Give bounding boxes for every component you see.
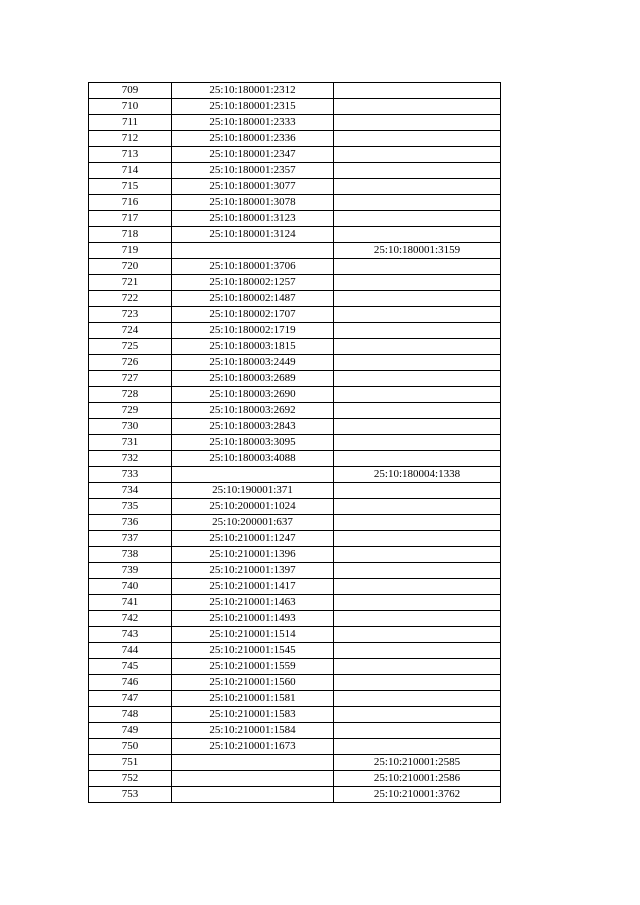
row-number-cell: 719 xyxy=(89,243,172,259)
table-row xyxy=(89,499,501,515)
row-number-cell: 751 xyxy=(89,755,172,771)
cadastral-number-cell: 25:10:200001:1024 xyxy=(172,499,334,515)
extra-cadastral-number-cell xyxy=(334,627,501,643)
extra-cadastral-number-cell xyxy=(334,723,501,739)
row-number-cell: 729 xyxy=(89,403,172,419)
cadastral-number-cell: 25:10:210001:1463 xyxy=(172,595,334,611)
extra-cadastral-number-cell: 25:10:210001:2585 xyxy=(334,755,501,771)
table-row xyxy=(89,227,501,243)
table-row xyxy=(89,595,501,611)
table-row xyxy=(89,339,501,355)
row-number-cell: 741 xyxy=(89,595,172,611)
cadastral-number-cell: 25:10:180001:2312 xyxy=(172,83,334,99)
row-number-cell: 743 xyxy=(89,627,172,643)
table-row xyxy=(89,131,501,147)
row-number-cell: 753 xyxy=(89,787,172,803)
extra-cadastral-number-cell xyxy=(334,611,501,627)
table-row xyxy=(89,259,501,275)
table-row xyxy=(89,579,501,595)
extra-cadastral-number-cell xyxy=(334,451,501,467)
cadastral-number-cell xyxy=(172,771,334,787)
table-row xyxy=(89,115,501,131)
cadastral-number-cell xyxy=(172,787,334,803)
cadastral-number-cell: 25:10:210001:1584 xyxy=(172,723,334,739)
extra-cadastral-number-cell: 25:10:210001:2586 xyxy=(334,771,501,787)
table-row xyxy=(89,99,501,115)
row-number-cell: 723 xyxy=(89,307,172,323)
table-row xyxy=(89,451,501,467)
row-number-cell: 733 xyxy=(89,467,172,483)
cadastral-number-cell: 25:10:180002:1719 xyxy=(172,323,334,339)
table-row xyxy=(89,419,501,435)
cadastral-number-cell: 25:10:210001:1417 xyxy=(172,579,334,595)
cadastral-number-cell: 25:10:180001:2347 xyxy=(172,147,334,163)
cadastral-number-cell xyxy=(172,243,334,259)
table-row xyxy=(89,323,501,339)
extra-cadastral-number-cell xyxy=(334,323,501,339)
row-number-cell: 711 xyxy=(89,115,172,131)
table-row xyxy=(89,611,501,627)
extra-cadastral-number-cell xyxy=(334,147,501,163)
row-number-cell: 718 xyxy=(89,227,172,243)
table-row xyxy=(89,515,501,531)
extra-cadastral-number-cell xyxy=(334,707,501,723)
extra-cadastral-number-cell xyxy=(334,115,501,131)
row-number-cell: 728 xyxy=(89,387,172,403)
cadastral-number-cell: 25:10:210001:1560 xyxy=(172,675,334,691)
row-number-cell: 745 xyxy=(89,659,172,675)
table-row xyxy=(89,755,501,771)
cadastral-number-cell: 25:10:190001:371 xyxy=(172,483,334,499)
extra-cadastral-number-cell xyxy=(334,739,501,755)
row-number-cell: 715 xyxy=(89,179,172,195)
table-body xyxy=(89,83,501,803)
table-row xyxy=(89,435,501,451)
cadastral-number-cell: 25:10:210001:1514 xyxy=(172,627,334,643)
extra-cadastral-number-cell xyxy=(334,179,501,195)
extra-cadastral-number-cell xyxy=(334,547,501,563)
extra-cadastral-number-cell xyxy=(334,131,501,147)
extra-cadastral-number-cell xyxy=(334,483,501,499)
extra-cadastral-number-cell xyxy=(334,307,501,323)
row-number-cell: 738 xyxy=(89,547,172,563)
extra-cadastral-number-cell xyxy=(334,403,501,419)
row-number-cell: 734 xyxy=(89,483,172,499)
cadastral-number-cell: 25:10:180001:3124 xyxy=(172,227,334,243)
row-number-cell: 736 xyxy=(89,515,172,531)
table-row xyxy=(89,771,501,787)
cadastral-number-cell: 25:10:180001:2357 xyxy=(172,163,334,179)
row-number-cell: 725 xyxy=(89,339,172,355)
table-row xyxy=(89,179,501,195)
row-number-cell: 726 xyxy=(89,355,172,371)
cadastral-number-cell: 25:10:210001:1545 xyxy=(172,643,334,659)
extra-cadastral-number-cell xyxy=(334,387,501,403)
extra-cadastral-number-cell xyxy=(334,691,501,707)
row-number-cell: 709 xyxy=(89,83,172,99)
row-number-cell: 714 xyxy=(89,163,172,179)
extra-cadastral-number-cell xyxy=(334,579,501,595)
table-row xyxy=(89,307,501,323)
row-number-cell: 732 xyxy=(89,451,172,467)
table-row xyxy=(89,643,501,659)
table-row xyxy=(89,547,501,563)
cadastral-number-cell: 25:10:210001:1673 xyxy=(172,739,334,755)
cadastral-number-cell: 25:10:210001:1493 xyxy=(172,611,334,627)
row-number-cell: 731 xyxy=(89,435,172,451)
extra-cadastral-number-cell: 25:10:180001:3159 xyxy=(334,243,501,259)
row-number-cell: 748 xyxy=(89,707,172,723)
cadastral-number-cell: 25:10:210001:1581 xyxy=(172,691,334,707)
row-number-cell: 735 xyxy=(89,499,172,515)
extra-cadastral-number-cell xyxy=(334,371,501,387)
extra-cadastral-number-cell: 25:10:210001:3762 xyxy=(334,787,501,803)
cadastral-number-cell: 25:10:200001:637 xyxy=(172,515,334,531)
table-row xyxy=(89,403,501,419)
extra-cadastral-number-cell xyxy=(334,419,501,435)
cadastral-number-cell: 25:10:180002:1257 xyxy=(172,275,334,291)
table-row xyxy=(89,163,501,179)
row-number-cell: 716 xyxy=(89,195,172,211)
cadastral-number-cell: 25:10:210001:1247 xyxy=(172,531,334,547)
table-row xyxy=(89,355,501,371)
table-row xyxy=(89,675,501,691)
row-number-cell: 720 xyxy=(89,259,172,275)
cadastral-number-cell xyxy=(172,755,334,771)
row-number-cell: 744 xyxy=(89,643,172,659)
table-row xyxy=(89,83,501,99)
cadastral-number-cell: 25:10:210001:1583 xyxy=(172,707,334,723)
cadastral-number-cell: 25:10:180001:2336 xyxy=(172,131,334,147)
table-row xyxy=(89,243,501,259)
row-number-cell: 721 xyxy=(89,275,172,291)
row-number-cell: 722 xyxy=(89,291,172,307)
cadastral-number-table xyxy=(88,82,501,803)
extra-cadastral-number-cell xyxy=(334,659,501,675)
extra-cadastral-number-cell xyxy=(334,355,501,371)
row-number-cell: 724 xyxy=(89,323,172,339)
extra-cadastral-number-cell xyxy=(334,339,501,355)
cadastral-number-cell: 25:10:180001:3078 xyxy=(172,195,334,211)
table-row xyxy=(89,211,501,227)
row-number-cell: 727 xyxy=(89,371,172,387)
extra-cadastral-number-cell xyxy=(334,99,501,115)
row-number-cell: 730 xyxy=(89,419,172,435)
table-row xyxy=(89,531,501,547)
row-number-cell: 740 xyxy=(89,579,172,595)
table-row xyxy=(89,723,501,739)
row-number-cell: 749 xyxy=(89,723,172,739)
extra-cadastral-number-cell xyxy=(334,675,501,691)
row-number-cell: 747 xyxy=(89,691,172,707)
extra-cadastral-number-cell xyxy=(334,499,501,515)
extra-cadastral-number-cell xyxy=(334,211,501,227)
row-number-cell: 752 xyxy=(89,771,172,787)
cadastral-number-cell: 25:10:180003:3095 xyxy=(172,435,334,451)
extra-cadastral-number-cell xyxy=(334,83,501,99)
table-row xyxy=(89,195,501,211)
table-row xyxy=(89,387,501,403)
cadastral-number-cell: 25:10:210001:1397 xyxy=(172,563,334,579)
cadastral-number-cell: 25:10:180001:2315 xyxy=(172,99,334,115)
row-number-cell: 750 xyxy=(89,739,172,755)
cadastral-number-cell: 25:10:180003:2843 xyxy=(172,419,334,435)
cadastral-number-cell: 25:10:180001:3077 xyxy=(172,179,334,195)
cadastral-number-cell: 25:10:180003:2449 xyxy=(172,355,334,371)
table-row xyxy=(89,563,501,579)
extra-cadastral-number-cell xyxy=(334,227,501,243)
table-row xyxy=(89,467,501,483)
table-row xyxy=(89,787,501,803)
row-number-cell: 712 xyxy=(89,131,172,147)
cadastral-number-cell: 25:10:180001:3123 xyxy=(172,211,334,227)
table-row xyxy=(89,659,501,675)
extra-cadastral-number-cell xyxy=(334,195,501,211)
extra-cadastral-number-cell xyxy=(334,595,501,611)
table-row xyxy=(89,707,501,723)
cadastral-number-cell: 25:10:210001:1559 xyxy=(172,659,334,675)
cadastral-number-cell: 25:10:180003:4088 xyxy=(172,451,334,467)
table-row xyxy=(89,627,501,643)
row-number-cell: 742 xyxy=(89,611,172,627)
extra-cadastral-number-cell xyxy=(334,531,501,547)
cadastral-number-cell: 25:10:180003:2692 xyxy=(172,403,334,419)
cadastral-number-cell: 25:10:180001:2333 xyxy=(172,115,334,131)
cadastral-number-cell: 25:10:180001:3706 xyxy=(172,259,334,275)
extra-cadastral-number-cell xyxy=(334,563,501,579)
table-row xyxy=(89,371,501,387)
table-row xyxy=(89,483,501,499)
extra-cadastral-number-cell xyxy=(334,259,501,275)
extra-cadastral-number-cell xyxy=(334,643,501,659)
cadastral-number-cell: 25:10:180002:1707 xyxy=(172,307,334,323)
extra-cadastral-number-cell: 25:10:180004:1338 xyxy=(334,467,501,483)
table-row xyxy=(89,291,501,307)
cadastral-number-cell xyxy=(172,467,334,483)
table-row xyxy=(89,147,501,163)
cadastral-number-cell: 25:10:180002:1487 xyxy=(172,291,334,307)
table-row xyxy=(89,691,501,707)
table-row xyxy=(89,739,501,755)
extra-cadastral-number-cell xyxy=(334,435,501,451)
row-number-cell: 739 xyxy=(89,563,172,579)
extra-cadastral-number-cell xyxy=(334,275,501,291)
table-row xyxy=(89,275,501,291)
row-number-cell: 710 xyxy=(89,99,172,115)
cadastral-number-cell: 25:10:180003:1815 xyxy=(172,339,334,355)
row-number-cell: 737 xyxy=(89,531,172,547)
cadastral-number-cell: 25:10:180003:2689 xyxy=(172,371,334,387)
extra-cadastral-number-cell xyxy=(334,291,501,307)
extra-cadastral-number-cell xyxy=(334,163,501,179)
row-number-cell: 713 xyxy=(89,147,172,163)
cadastral-number-cell: 25:10:180003:2690 xyxy=(172,387,334,403)
cadastral-number-cell: 25:10:210001:1396 xyxy=(172,547,334,563)
row-number-cell: 746 xyxy=(89,675,172,691)
extra-cadastral-number-cell xyxy=(334,515,501,531)
row-number-cell: 717 xyxy=(89,211,172,227)
